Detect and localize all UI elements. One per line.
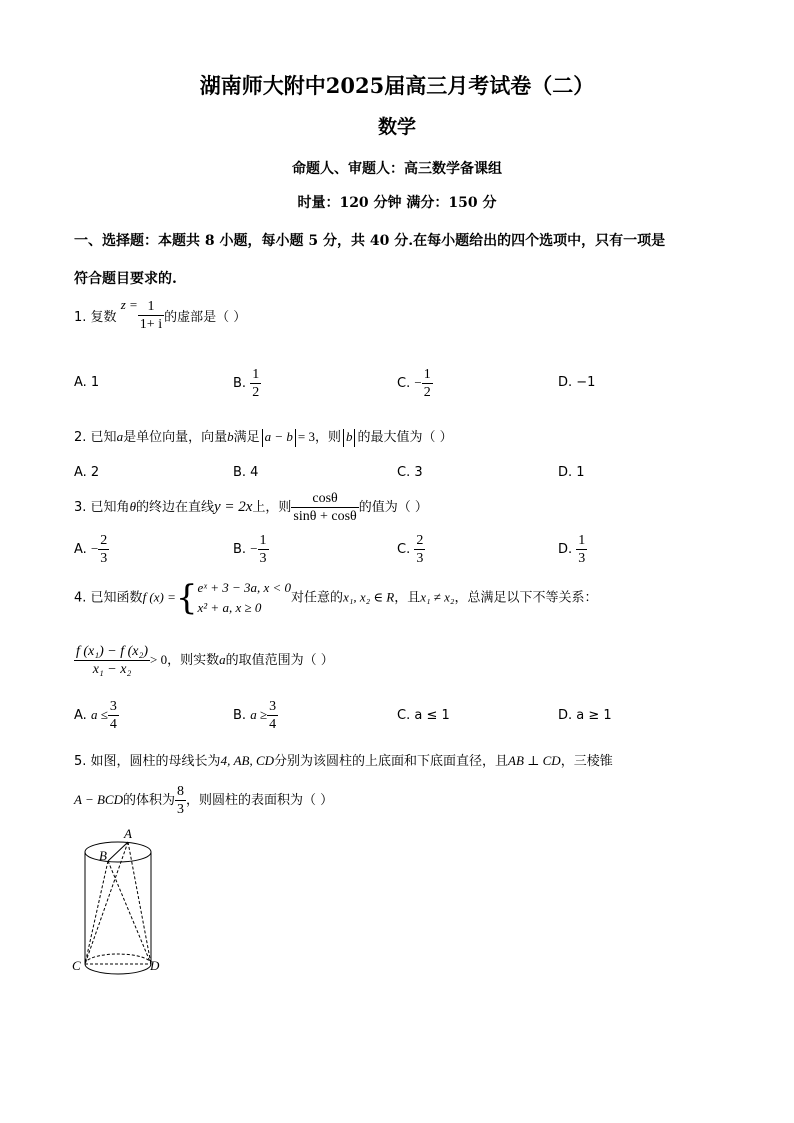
q4-option-c: C. a ≤ 1 [397,708,450,723]
question-5-cont: A − BCD的体积为 $\frac{8}{3}$ ，则圆柱的表面积为（ ） [74,784,334,817]
subject-title: 数学 [377,116,416,138]
question-1: 1. 复数 z = $\frac{1}{1+ i}$ 的虚部是（ ） [74,297,247,332]
segment-ad [128,842,151,964]
question-4-cont: $\frac{\text{f (x₁) − f (x₂)}}{\text{x₁ − x₂}}$ > 0，则实数a的取值范围为（ ） [76,644,334,677]
authors-line: 命题人、审题人：高三数学备课组 [292,161,502,177]
bottom-ellipse-back [85,954,151,964]
question-2: 2. 已知a是单位向量，向量b满足 a − b = 3，则 b 的最大值为（ ） [74,429,453,445]
q2-option-c: C. 3 [397,465,423,480]
q4-option-a: A. a ≤ $\frac{3}{4}$ [74,699,117,732]
section-heading-cont: 符合题目要求的. [74,271,177,287]
q1-option-a: A. 1 [74,375,100,390]
segment-bc [85,861,108,964]
q3-option-c: C. $\frac{2}{3}$ [397,533,424,566]
label-a: A [124,826,132,841]
q3-option-a: A. − $\frac{2}{3}$ [74,533,108,566]
question-5: 5. 如图，圆柱的母线长为4, AB, CD分别为该圆柱的上底面和下底面直径，且AB ⊥ CD，三棱锥 [74,753,613,769]
q4-option-d: D. a ≥ 1 [558,708,612,723]
segment-ab [108,842,128,861]
label-b: B [99,848,107,863]
q2-option-b: B. 4 [233,465,259,480]
segment-bd [108,861,151,964]
cylinder-figure [66,822,176,984]
fraction: $\frac{1}{1+ i}$ [139,299,163,332]
q2-option-a: A. 2 [74,465,100,480]
q3-option-b: B. − $\frac{1}{3}$ [233,533,267,566]
q1-option-c: C. − $\frac{1}{2}$ [397,367,431,400]
q1-option-b: B. $\frac{1}{2}$ [233,367,260,400]
q2-option-d: D. 1 [558,465,585,480]
question-4: 4. 已知函数f (x) ={ eˣ + 3 − 3a, x < 0 x² + a, x ≥ 0 对任意的x₁, x₂ ∈ R，且x₁ ≠ x₂，总满足以下不等关系： [74,578,598,618]
bottom-ellipse-front [85,964,151,974]
label-d: D [150,958,160,973]
time-score-line: 时量：120 分钟 满分：150 分 [297,195,497,211]
q1-option-d: D. −1 [558,375,596,390]
question-3: 3. 已知角θ的终边在直线y = 2x上，则 $\frac{\cos\theta}{\sin\theta + \cos\theta}$ 的值为（ ） [74,491,428,524]
q4-option-b: B. a ≥ $\frac{3}{4}$ [233,699,277,732]
section-heading: 一、选择题：本题共 8 小题，每小题 5 分，共 40 分.在每小题给出的四个选项中，只有一项是 [74,233,666,249]
exam-title: 湖南师大附中2025届高三月考试卷（二） [199,73,595,98]
q3-option-d: D. $\frac{1}{3}$ [558,533,586,566]
label-c: C [72,958,81,973]
